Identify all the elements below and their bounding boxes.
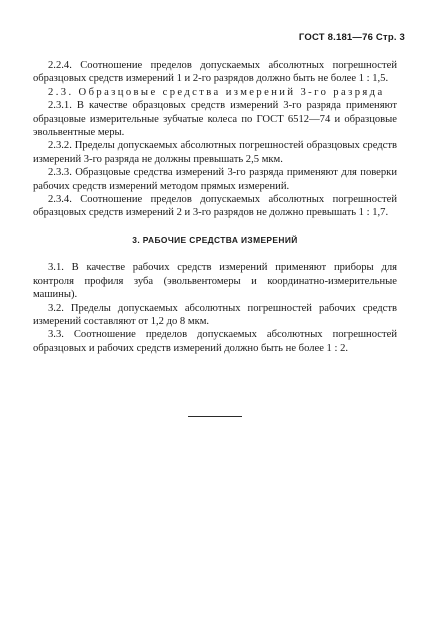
subsection-heading-2-3: 2.3. Образцовые средства измерений 3-го разряда (48, 86, 385, 98)
paragraph-2-3-1: 2.3.1. В качестве образцовых средств измерений 3-го разряда применяют образцовые измерительные зубчатые колеса по ГОСТ 6512—74 и образцовые эвольвентные меры. (33, 100, 397, 139)
end-rule (188, 416, 242, 417)
paragraph-2-3-2: 2.3.2. Пределы допускаемых абсолютных погрешностей образцовых средств измерений 3-го разряда не должны превышать 2,5 мкм. (33, 140, 397, 165)
running-head: ГОСТ 8.181—76 Стр. 3 (298, 32, 405, 43)
paragraph-2-3-4: 2.3.4. Соотношение пределов допускаемых абсолютных погрешностей образцовых средств измерений 2 и 3-го разрядов не должно превышать 1 : 1,7. (33, 194, 397, 219)
paragraph-3-2: 3.2. Пределы допускаемых абсолютных погрешностей рабочих средств измерений составляют от 1,2 до 8 мкм. (33, 302, 397, 327)
paragraph-2-2-4: 2.2.4. Соотношение пределов допускаемых абсолютных погрешностей образцовых средств измерений 1 и 2-го разрядов должно быть не более 1 : 1,5. (33, 60, 397, 85)
section-heading-3: 3. РАБОЧИЕ СРЕДСТВА ИЗМЕРЕНИЙ (132, 234, 298, 245)
paragraph-3-1: 3.1. В качестве рабочих средств измерений применяют приборы для контроля профиля зуба (эвольвентомеры и координатно-измерительные машины). (33, 262, 397, 301)
document-body (33, 59, 397, 355)
paragraph-2-3-3: 2.3.3. Образцовые средства измерений 3-го разряда применяют для поверки рабочих средств измерений методом прямых измерений. (33, 167, 397, 192)
paragraph-3-3: 3.3. Соотношение пределов допускаемых абсолютных погрешностей образцовых и рабочих средств измерений должно быть не более 1 : 2. (33, 329, 397, 354)
